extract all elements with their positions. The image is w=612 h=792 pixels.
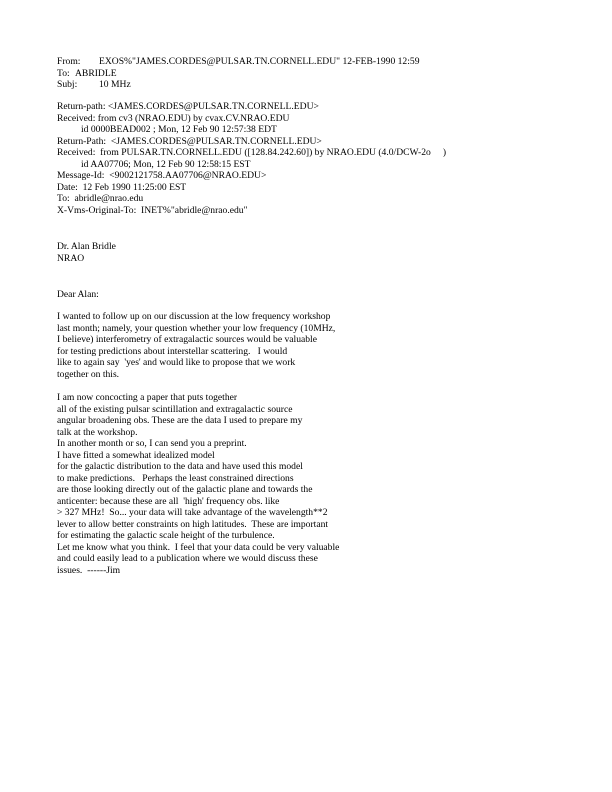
body-line: like to again say 'yes' and would like to propose that we work	[57, 357, 296, 368]
paragraph-1	[57, 311, 577, 380]
body-line: angular broadening obs. These are the data I used to prepare my	[57, 415, 303, 426]
mail-header-line: Return-Path: <JAMES.CORDES@PULSAR.TN.CORNELL.EDU>	[57, 135, 322, 147]
body-line: Let me know what you think. I feel that your data could be very valuable	[57, 541, 340, 553]
body-line: last month; namely, your question whether your low frequency (10MHz,	[57, 322, 336, 334]
mail-header-line: Date: 12 Feb 1990 11:25:00 EST	[57, 181, 187, 193]
salutation-block	[57, 289, 577, 301]
body-line: for testing predictions about interstellar scattering. I would	[57, 345, 288, 357]
recipient-name: Dr. Alan Bridle	[57, 241, 116, 252]
body-line: anticenter: because these are all 'high' frequency obs. like	[57, 495, 280, 507]
body-line: I have fitted a somewhat idealized model	[57, 449, 215, 461]
mail-header-line: X-Vms-Original-To: INET%"abridle@nrao.edu"	[57, 204, 248, 216]
from-row	[57, 56, 577, 68]
mail-headers	[57, 101, 577, 216]
from-value: EXOS%"JAMES.CORDES@PULSAR.TN.CORNELL.EDU" 12-FEB-1990 12:59	[99, 56, 420, 67]
body-line: all of the existing pulsar scintillation and extragalactic source	[57, 403, 293, 415]
subj-value: 10 MHz	[99, 79, 131, 90]
subj-row	[57, 79, 577, 91]
body-line: In another month or so, I can send you a preprint.	[57, 438, 247, 449]
to-value: ABRIDLE	[75, 67, 117, 79]
mail-header-line: Received: from PULSAR.TN.CORNELL.EDU ([128.84.242.60]) by NRAO.EDU (4.0/DCW-2o )	[57, 147, 447, 158]
body-line: for the galactic distribution to the data and have used this model	[57, 461, 303, 472]
body-line: together on this.	[57, 368, 120, 380]
mail-header-line: Return-path: <JAMES.CORDES@PULSAR.TN.CORNELL.EDU>	[57, 101, 319, 112]
from-label: From:	[57, 56, 81, 67]
body-line: I am now concocting a paper that puts together	[57, 392, 238, 403]
body-line: issues. ------Jim	[57, 564, 121, 576]
body-line: are those looking directly out of the galactic plane and towards the	[57, 484, 313, 495]
body-line: and could easily lead to a publication where we would discuss these	[57, 553, 318, 564]
body-line: to make predictions. Perhaps the least constrained directions	[57, 472, 294, 484]
body-line: for estimating the galactic scale height of the turbulence.	[57, 530, 275, 541]
mail-header-line: Message-Id: <9002121758.AA07706@NRAO.EDU>	[57, 170, 267, 181]
paragraph-2	[57, 392, 577, 576]
mail-header-line: Received: from cv3 (NRAO.EDU) by cvax.CV.NRAO.EDU	[57, 112, 290, 124]
salutation: Dear Alan:	[57, 289, 99, 300]
body-line: I believe) interferometry of extragalactic sources would be valuable	[57, 334, 317, 345]
mail-header-line: id AA07706; Mon, 12 Feb 90 12:58:15 EST	[81, 158, 251, 170]
body-line: talk at the workshop.	[57, 426, 138, 438]
subj-label: Subj:	[57, 79, 78, 90]
mail-header-line: To: abridle@nrao.edu	[57, 193, 144, 204]
to-row	[57, 68, 577, 80]
body-line: I wanted to follow up on our discussion at the low frequency workshop	[57, 311, 331, 322]
to-label: To:	[57, 67, 70, 79]
recipient-org: NRAO	[57, 252, 85, 264]
body-line: lever to allow better constraints on high latitudes. These are important	[57, 518, 329, 530]
mail-header-line: id 0000BEAD002 ; Mon, 12 Feb 90 12:57:38 EDT	[81, 124, 277, 135]
recipient-block	[57, 241, 577, 264]
memo-header	[57, 56, 577, 91]
body-line: > 327 MHz! So... your data will take advantage of the wavelength**2	[57, 507, 328, 518]
